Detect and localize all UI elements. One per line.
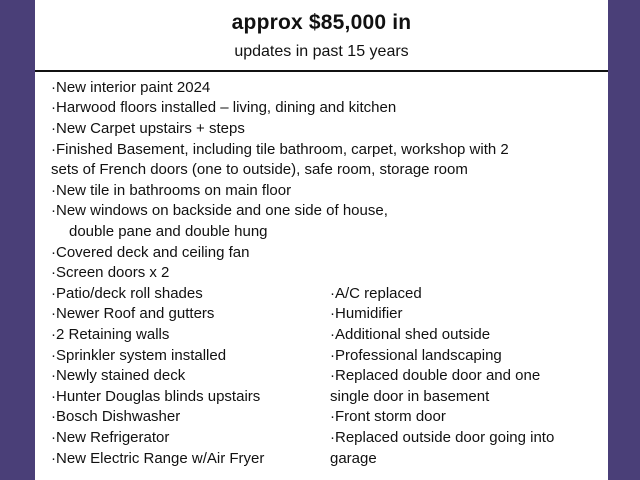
list-item: ·Newly stained deck [51, 367, 186, 384]
list-item: ·Front storm door [330, 408, 446, 425]
list-item: ·Professional landscaping [330, 347, 502, 364]
page-subtitle: updates in past 15 years [234, 43, 409, 60]
list-item: ·New interior paint 2024 [51, 79, 211, 96]
list-item: ·Replaced double door and one [330, 367, 541, 384]
list-item: ·Bosch Dishwasher [51, 408, 181, 425]
list-item: ·New Electric Range w/Air Fryer [51, 450, 265, 467]
list-item: single door in basement [330, 388, 490, 405]
list-item: ·Replaced outside door going into [330, 429, 555, 446]
list-item: ·New windows on backside and one side of house, [51, 202, 388, 219]
page-title: approx $85,000 in [231, 11, 412, 34]
list-item: ·Sprinkler system installed [51, 347, 227, 364]
list-item: ·Hunter Douglas blinds upstairs [51, 388, 261, 405]
list-item: garage [330, 450, 377, 467]
list-item: ·Covered deck and ceiling fan [51, 244, 250, 261]
list-item: ·Newer Roof and gutters [51, 305, 215, 322]
list-item: ·Additional shed outside [330, 326, 491, 343]
list-item: ·Finished Basement, including tile bathroom, carpet, workshop with 2 [51, 141, 509, 158]
list-item: ·Screen doors x 2 [51, 264, 170, 281]
list-item: sets of French doors (one to outside), safe room, storage room [51, 161, 468, 178]
list-item: double pane and double hung [69, 223, 268, 240]
list-item: ·New Carpet upstairs + steps [51, 120, 245, 137]
list-item: ·New Refrigerator [51, 429, 170, 446]
flyer-card [35, 0, 608, 480]
list-item: ·New tile in bathrooms on main floor [51, 182, 292, 199]
list-item: ·Humidifier [330, 305, 403, 322]
updates-list [35, 0, 608, 480]
list-item: ·Harwood floors installed – living, dining and kitchen [51, 99, 397, 116]
list-item: ·Patio/deck roll shades [51, 285, 203, 302]
list-item: ·A/C replaced [330, 285, 422, 302]
list-item: ·2 Retaining walls [51, 326, 170, 343]
